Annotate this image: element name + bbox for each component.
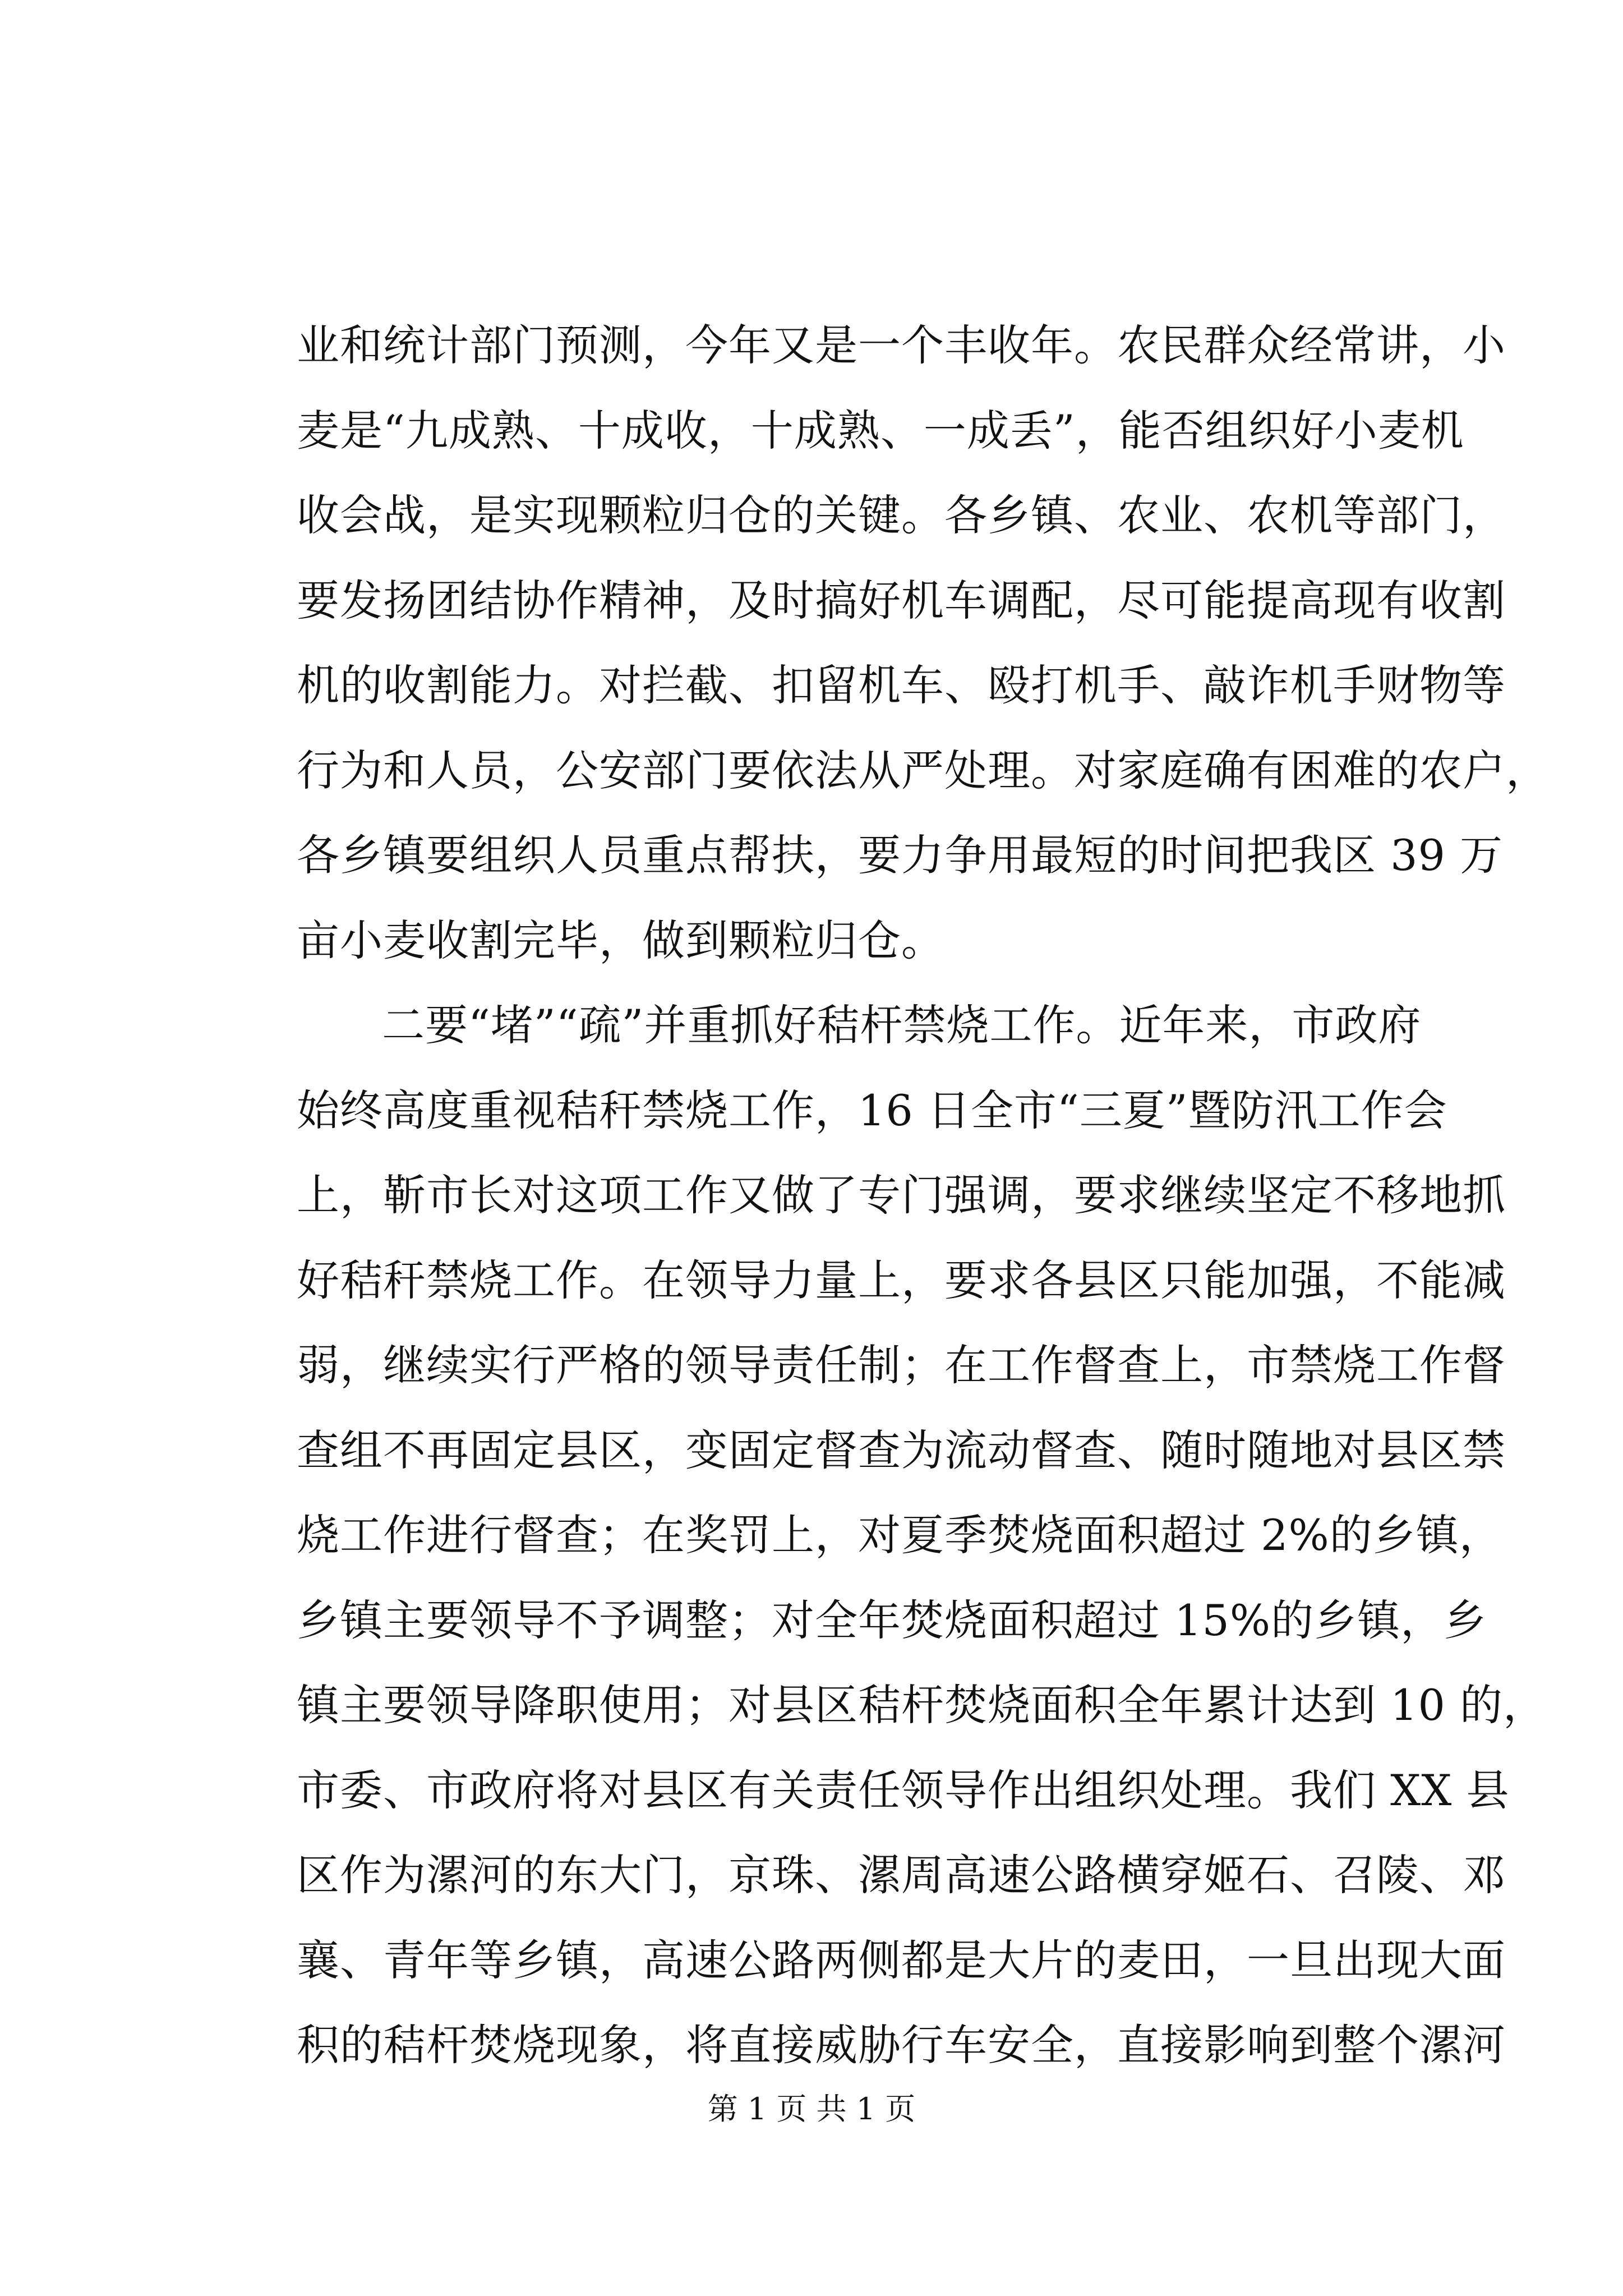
text-line: 弱，继续实行严格的领导责任制；在工作督查上，市禁烧工作督 xyxy=(297,1340,1506,1390)
text-line: 积的秸杆焚烧现象，将直接威胁行车安全，直接影响到整个漯河 xyxy=(297,2020,1506,2070)
paragraph-start-line: 二要“堵”“疏”并重抓好秸杆禁烧工作。近年来，市政府 xyxy=(382,1000,1422,1050)
text-line: 查组不再固定县区，变固定督查为流动督查、随时随地对县区禁 xyxy=(297,1425,1506,1475)
text-line: 麦是“九成熟、十成收，十成熟、一成丢”，能否组织好小麦机 xyxy=(297,405,1464,455)
page-number-footer: 第 1 页 共 1 页 xyxy=(707,2091,916,2127)
document-body xyxy=(297,303,1549,2088)
text-line: 机的收割能力。对拦截、扣留机车、殴打机手、敲诈机手财物等 xyxy=(297,660,1506,710)
text-line: 业和统计部门预测，今年又是一个丰收年。农民群众经常讲，小 xyxy=(297,320,1506,370)
text-line: 行为和人员，公安部门要依法从严处理。对家庭确有困难的农户， xyxy=(297,745,1549,795)
text-line: 烧工作进行督查；在奖罚上，对夏季焚烧面积超过 2%的乡镇， xyxy=(297,1510,1502,1560)
text-line: 乡镇主要领导不予调整；对全年焚烧面积超过 15%的乡镇，乡 xyxy=(297,1595,1487,1645)
text-line: 好秸秆禁烧工作。在领导力量上，要求各县区只能加强，不能减 xyxy=(297,1255,1506,1305)
text-line: 襄、青年等乡镇，高速公路两侧都是大片的麦田，一旦出现大面 xyxy=(297,1935,1506,1985)
text-line: 始终高度重视秸秆禁烧工作，16 日全市“三夏”暨防汛工作会 xyxy=(297,1085,1447,1135)
text-line: 各乡镇要组织人员重点帮扶，要力争用最短的时间把我区 39 万 xyxy=(297,830,1504,880)
text-line: 上，靳市长对这项工作又做了专门强调，要求继续坚定不移地抓 xyxy=(297,1170,1506,1220)
text-line: 区作为漯河的东大门，京珠、漯周高速公路横穿姬石、召陵、邓 xyxy=(297,1850,1506,1900)
text-line: 镇主要领导降职使用；对县区秸杆焚烧面积全年累计达到 10 的， xyxy=(297,1680,1547,1730)
text-line: 收会战，是实现颗粒归仓的关键。各乡镇、农业、农机等部门， xyxy=(297,490,1506,540)
text-line: 市委、市政府将对县区有关责任领导作出组织处理。我们 XX 县 xyxy=(297,1765,1510,1815)
text-line: 要发扬团结协作精神，及时搞好机车调配，尽可能提高现有收割 xyxy=(297,575,1506,625)
text-line: 亩小麦收割完毕，做到颗粒归仓。 xyxy=(297,915,944,965)
